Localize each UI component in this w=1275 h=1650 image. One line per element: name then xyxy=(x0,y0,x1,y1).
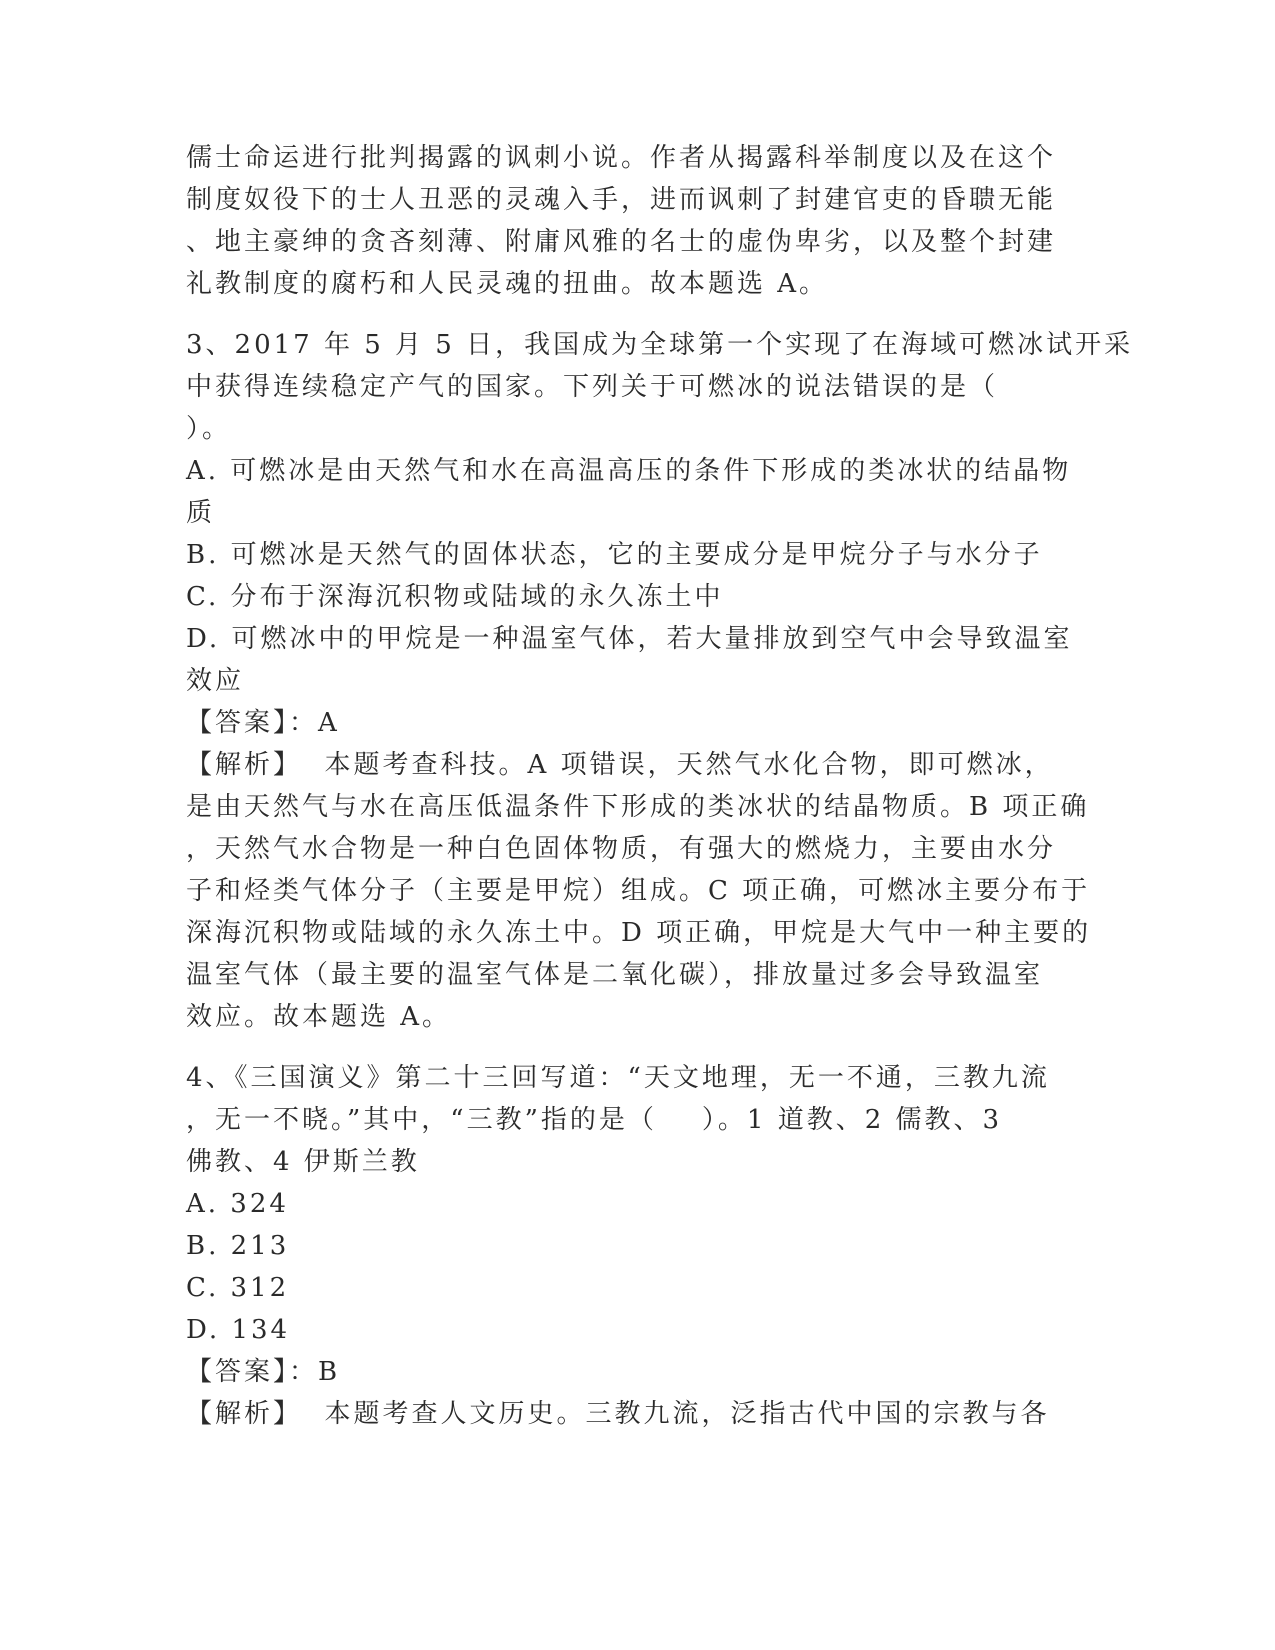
question-3-option-a: A. 可燃冰是由天然气和水在高温高压的条件下形成的类冰状的结晶物 xyxy=(186,456,1072,486)
question-3-option-d: 效应 xyxy=(186,666,245,696)
question-4-analysis: 【解析】 本题考查人文历史。三教九流，泛指古代中国的宗教与各 xyxy=(186,1399,1050,1429)
question-3-analysis: 温室气体（最主要的温室气体是二氧化碳），排放量过多会导致温室 xyxy=(186,960,1044,990)
question-3-option-a: 质 xyxy=(186,498,216,528)
text-line: 制度奴役下的士人丑恶的灵魂入手，进而讽刺了封建官吏的昏聩无能 xyxy=(186,185,1057,215)
text-line: 儒士命运进行批判揭露的讽刺小说。作者从揭露科举制度以及在这个 xyxy=(186,143,1057,173)
question-3-option-d: D. 可燃冰中的甲烷是一种温室气体，若大量排放到空气中会导致温室 xyxy=(186,624,1073,654)
question-3-option-c: C. 分布于深海沉积物或陆域的永久冻土中 xyxy=(186,582,724,612)
question-3-stem: ）。 xyxy=(186,414,232,444)
question-4-stem: 4、《三国演义》第二十三回写道：“天文地理，无一不通，三教九流 xyxy=(186,1063,1050,1093)
text-line: 、地主豪绅的贪吝刻薄、附庸风雅的名士的虚伪卑劣，以及整个封建 xyxy=(186,227,1057,257)
question-4-option-d: D. 134 xyxy=(186,1315,291,1345)
question-3-option-b: B. 可燃冰是天然气的固体状态，它的主要成分是甲烷分子与水分子 xyxy=(186,540,1043,570)
question-4-stem: 佛教、4 伊斯兰教 xyxy=(186,1147,420,1177)
question-3-analysis: 效应。故本题选 A。 xyxy=(186,1002,452,1032)
question-3-analysis: ，天然气水合物是一种白色固体物质，有强大的燃烧力，主要由水分 xyxy=(186,834,1057,864)
question-3-analysis: 【解析】 本题考查科技。A 项错误，天然气水化合物，即可燃冰， xyxy=(186,750,1054,780)
question-3-stem: 3、2017 年 5 月 5 日，我国成为全球第一个实现了在海域可燃冰试开采 xyxy=(186,330,1134,360)
question-4-option-c: C. 312 xyxy=(186,1273,290,1303)
question-3-analysis: 是由天然气与水在高压低温条件下形成的类冰状的结晶物质。B 项正确 xyxy=(186,792,1090,822)
question-4-option-a: A. 324 xyxy=(186,1189,289,1219)
question-4-stem: ，无一不晓。”其中，“三教”指的是（ ）。1 道教、2 儒教、3 xyxy=(186,1105,1003,1135)
text-line: 礼教制度的腐朽和人民灵魂的扭曲。故本题选 A。 xyxy=(186,269,829,299)
question-4-answer: 【答案】：B xyxy=(186,1357,341,1387)
question-4-option-b: B. 213 xyxy=(186,1231,290,1261)
question-3-analysis: 深海沉积物或陆域的永久冻土中。D 项正确，甲烷是大气中一种主要的 xyxy=(186,918,1092,948)
question-3-analysis: 子和烃类气体分子（主要是甲烷）组成。C 项正确，可燃冰主要分布于 xyxy=(186,876,1091,906)
question-3-answer: 【答案】：A xyxy=(186,708,340,738)
question-3-stem: 中获得连续稳定产气的国家。下列关于可燃冰的说法错误的是（ xyxy=(186,372,999,402)
